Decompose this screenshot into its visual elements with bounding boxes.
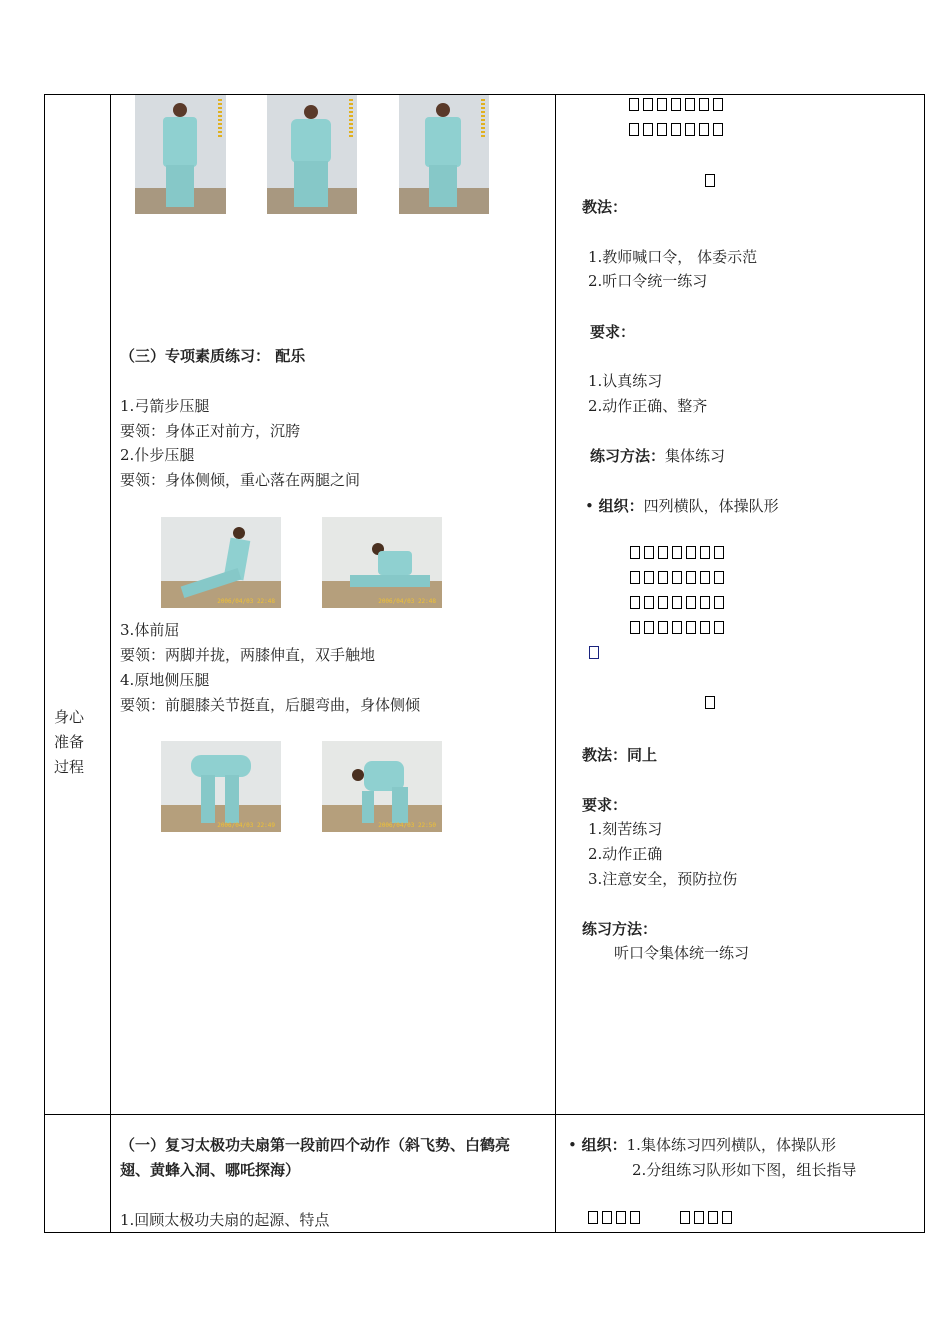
- item-3-name: 体前屈: [134, 621, 180, 639]
- org3-line-1: [568, 1135, 836, 1155]
- item-4-title: [120, 670, 209, 690]
- row-label-line-3: 过程: [54, 758, 85, 776]
- teach2-label: 教法：同上: [582, 746, 658, 764]
- item-2-name: 仆步压腿: [134, 446, 195, 464]
- org3-line-2: 2.分组练习队形如下图，组长指导: [632, 1161, 857, 1179]
- formation-four-rows: [630, 540, 728, 640]
- teach-item-2: 2.听口令统一练习: [588, 272, 708, 290]
- table-col-divider-1: [110, 94, 111, 1233]
- req2-label: 要求：: [582, 796, 628, 814]
- photo-standing-1: [135, 95, 226, 214]
- photo-side-stretch: [322, 741, 442, 832]
- item-1-name: 弓箭步压腿: [134, 397, 210, 415]
- next-section-title-1: （一）复习太极功夫扇第一段前四个动作（斜飞势、白鹤亮: [120, 1136, 511, 1154]
- method-label: 练习方法：: [590, 447, 666, 465]
- group-formation: [588, 1205, 736, 1230]
- table-border-bottom: [44, 1232, 925, 1233]
- table-row-divider: [44, 1114, 925, 1115]
- monitor-marker: [589, 640, 603, 665]
- method2-value: 听口令集体统一练习: [614, 944, 750, 962]
- photo-drop-stamp: 2006/04/03 22:48: [378, 598, 436, 605]
- org-value: 四列横队，体操队形: [643, 497, 779, 515]
- req-item-1: 1.认真练习: [588, 372, 663, 390]
- photo-forward-stamp: 2006/04/03 22:49: [217, 822, 275, 829]
- item-3-num: 3.: [120, 621, 135, 639]
- table-border-left: [44, 94, 45, 1233]
- method-line: [590, 446, 725, 466]
- photo-lunge-stamp: 2006/04/03 22:48: [217, 598, 275, 605]
- teach-item-1: 1.教师喊口令， 体委示范: [588, 248, 758, 266]
- item-4-num: 4.: [120, 671, 135, 689]
- bullet-icon-2: •: [568, 1136, 582, 1154]
- photo-side-stamp: 2006/04/03 22:50: [378, 822, 436, 829]
- item-1-key: 要领：身体正对前方，沉胯: [120, 422, 301, 440]
- org3-value-1: 1.集体练习四列横队，体操队形: [626, 1136, 836, 1154]
- item-1-num: 1.: [120, 397, 135, 415]
- bullet-icon: •: [585, 497, 599, 515]
- formation-top: [629, 92, 727, 142]
- next-item-1: 1.回顾太极功夫扇的起源、特点: [120, 1211, 330, 1229]
- photo-standing-3: [399, 95, 489, 214]
- photo-forward-bend: [161, 741, 281, 832]
- table-border-right: [924, 94, 925, 1233]
- req2-item-1: 1.刻苦练习: [588, 820, 663, 838]
- org3-label: 组织：: [581, 1136, 627, 1154]
- method2-label: 练习方法：: [582, 920, 658, 938]
- item-2-num: 2.: [120, 446, 135, 464]
- teacher-position-top: [705, 168, 719, 193]
- teach-label: 教法：: [582, 198, 628, 216]
- req-item-2: 2.动作正确、整齐: [588, 397, 708, 415]
- req-label: 要求：: [590, 323, 636, 341]
- req2-item-3: 3.注意安全，预防拉伤: [588, 870, 738, 888]
- teacher-position-mid: [705, 690, 719, 715]
- item-2-title: [120, 445, 194, 465]
- item-1-title: [120, 396, 209, 416]
- photo-drop-stance: [322, 517, 442, 608]
- row-label-line-1: 身心: [54, 708, 85, 726]
- org-label: 组织：: [598, 497, 644, 515]
- photo-lunge-stretch: [161, 517, 281, 608]
- next-section-title-2: 翅、黄蜂入洞、哪吒探海）: [120, 1161, 301, 1179]
- item-4-name: 原地侧压腿: [134, 671, 210, 689]
- method-value: 集体练习: [665, 447, 726, 465]
- org-line: [585, 496, 779, 516]
- item-3-title: [120, 620, 179, 640]
- req2-item-2: 2.动作正确: [588, 845, 663, 863]
- item-2-key: 要领：身体侧倾，重心落在两腿之间: [120, 471, 361, 489]
- photo-standing-2: [267, 95, 357, 214]
- section-title: （三）专项素质练习： 配乐: [120, 347, 306, 365]
- table-col-divider-2: [555, 94, 556, 1233]
- item-3-key: 要领：两脚并拢，两膝伸直，双手触地: [120, 646, 376, 664]
- item-4-key: 要领：前腿膝关节挺直，后腿弯曲，身体侧倾: [120, 696, 421, 714]
- row-label-line-2: 准备: [54, 733, 85, 751]
